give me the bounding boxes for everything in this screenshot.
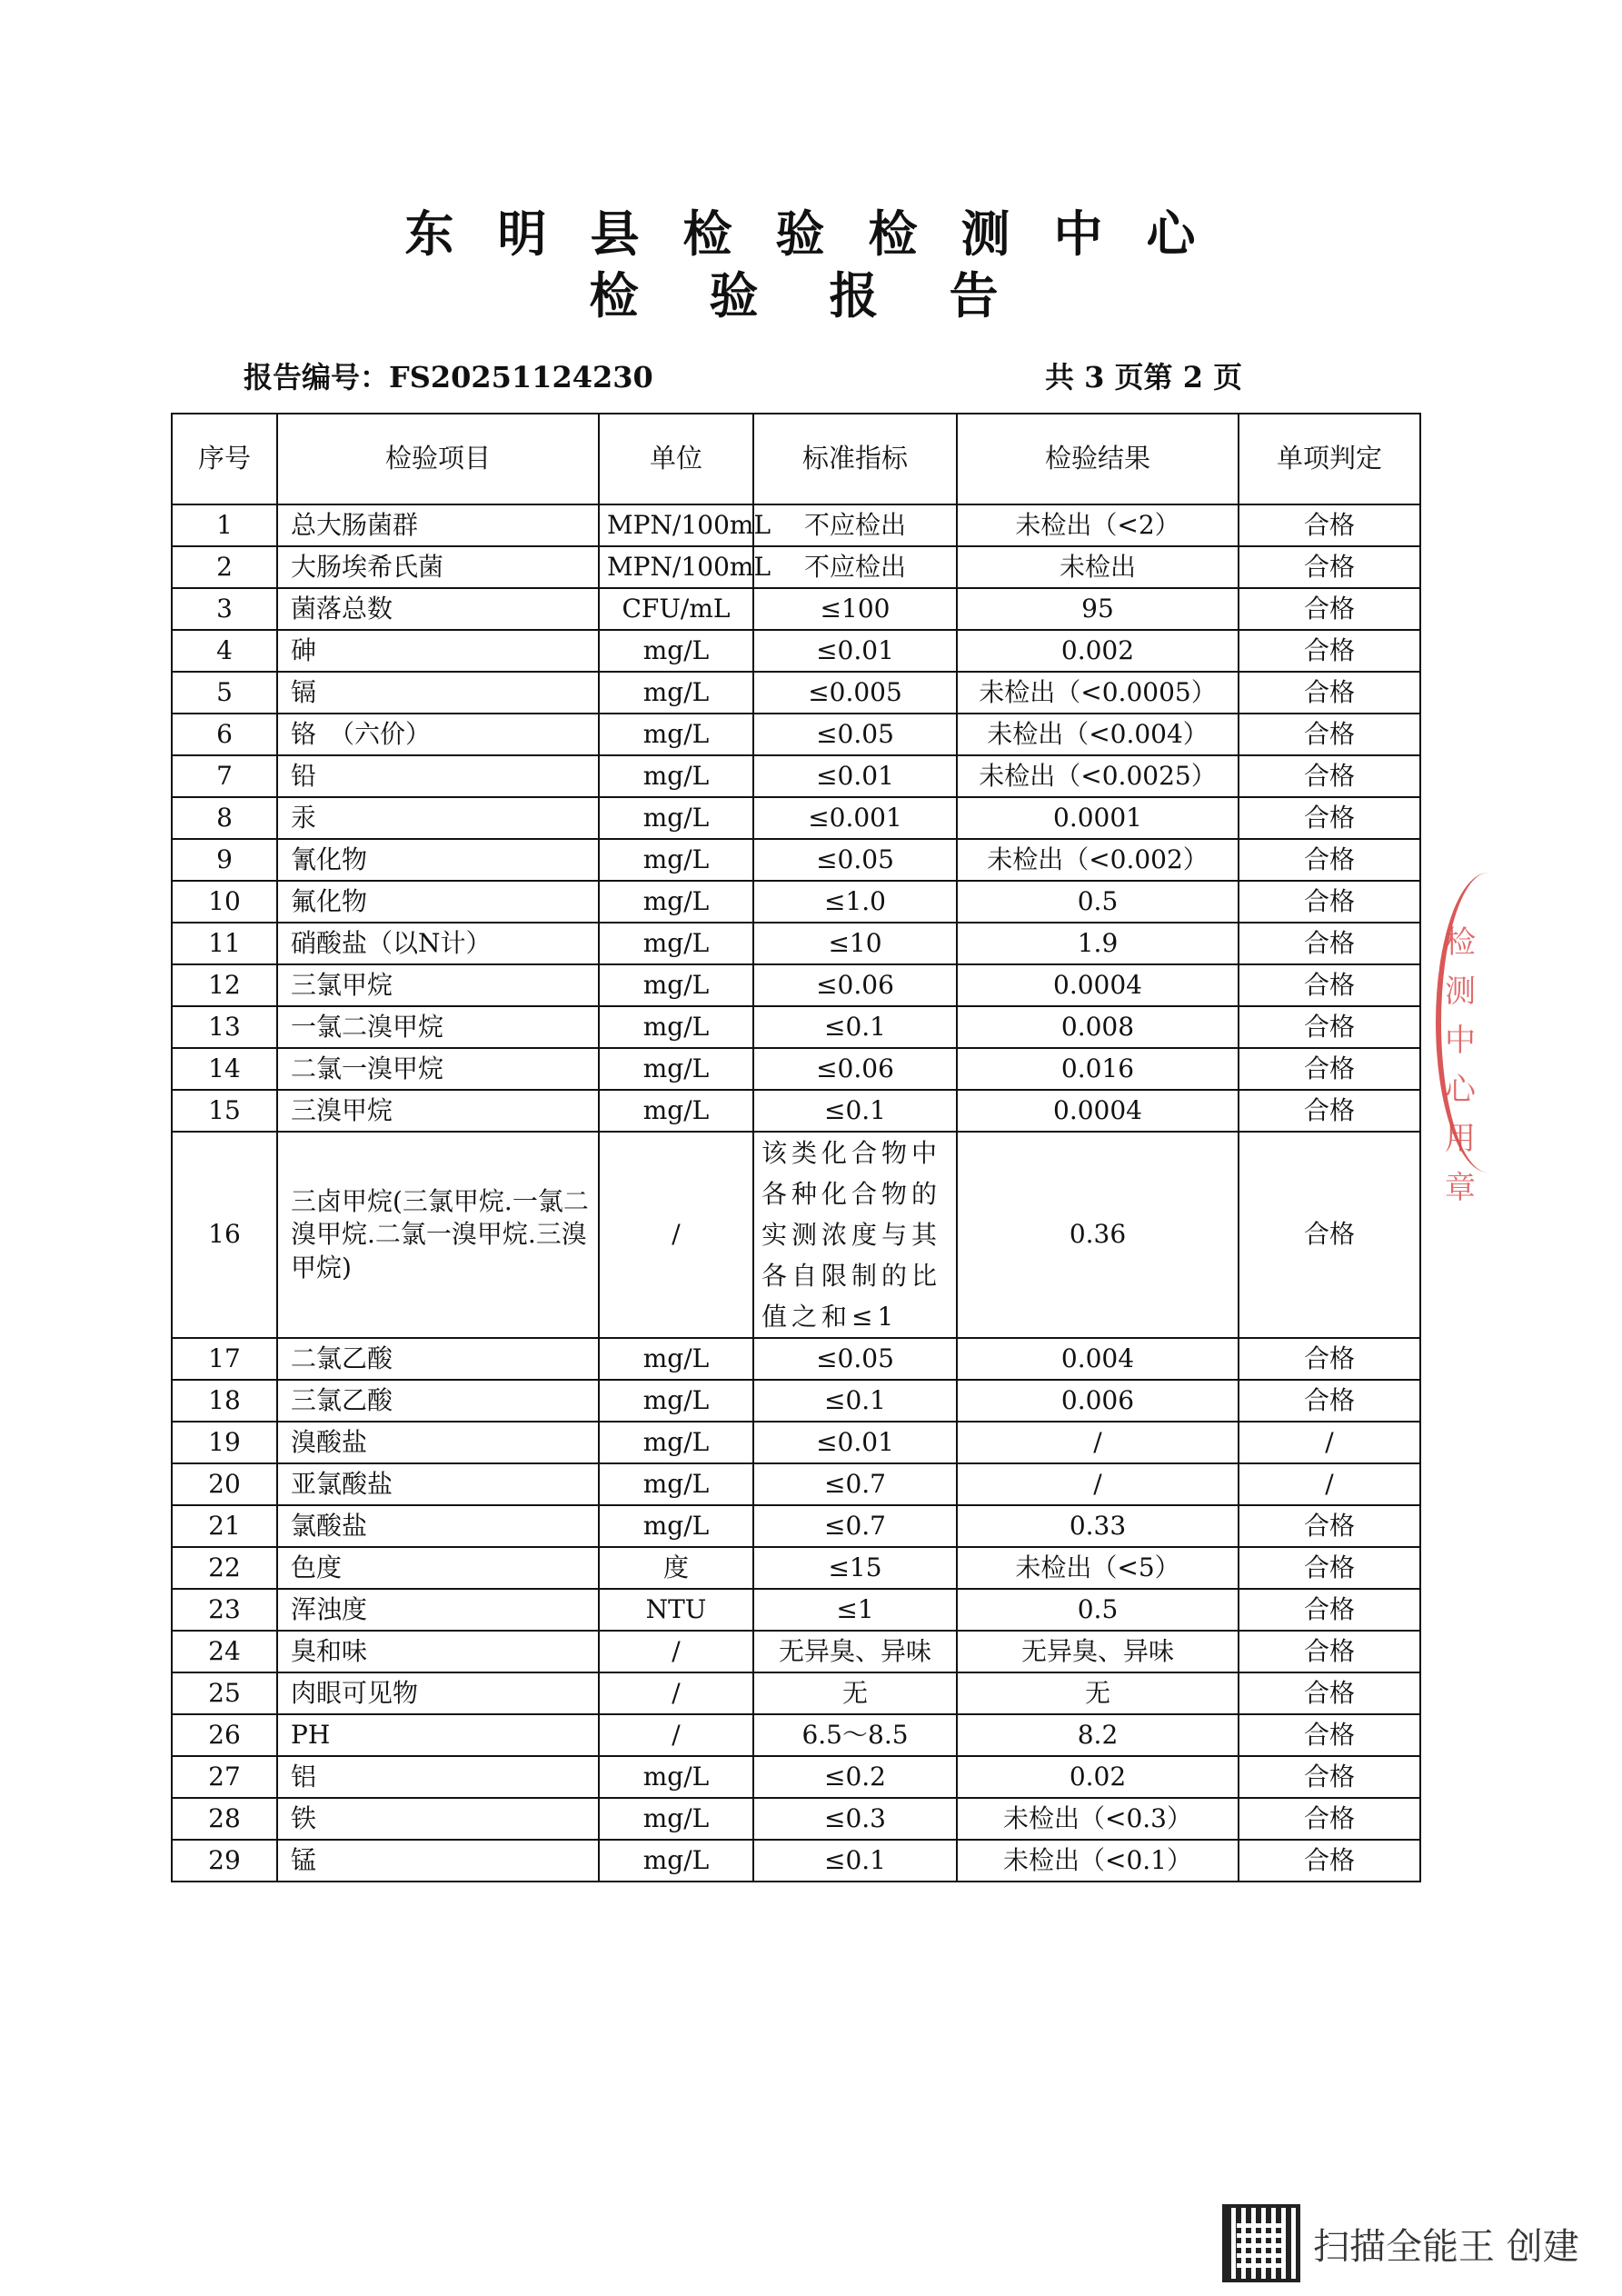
test-result: 0.002 [957, 630, 1239, 672]
table-row [172, 1338, 1420, 1380]
row-number: 16 [172, 1132, 277, 1338]
table-row [172, 672, 1420, 714]
unit: mg/L [599, 672, 753, 714]
unit: mg/L [599, 1380, 753, 1422]
unit: NTU [599, 1589, 753, 1631]
standard-limit: 不应检出 [753, 504, 957, 546]
table-row [172, 1714, 1420, 1756]
verdict: 合格 [1239, 1756, 1420, 1798]
page-info: 共 3 页第 2 页 [1045, 360, 1243, 394]
test-result: 未检出（<0.002） [957, 839, 1239, 881]
standard-limit: ≤0.06 [753, 964, 957, 1006]
table-row [172, 1798, 1420, 1840]
verdict: 合格 [1239, 797, 1420, 839]
table-header-row [172, 414, 1420, 504]
unit: / [599, 1631, 753, 1672]
row-number: 5 [172, 672, 277, 714]
scanner-watermark [1222, 2204, 1579, 2282]
standard-limit: 无异臭、异味 [753, 1631, 957, 1672]
verdict: 合格 [1239, 964, 1420, 1006]
test-result: / [957, 1463, 1239, 1505]
table-row [172, 881, 1420, 923]
table-row [172, 1006, 1420, 1048]
standard-limit: ≤0.1 [753, 1840, 957, 1882]
standard-limit: ≤0.05 [753, 839, 957, 881]
verdict: 合格 [1239, 714, 1420, 755]
test-result: 0.006 [957, 1380, 1239, 1422]
unit: mg/L [599, 755, 753, 797]
verdict: 合格 [1239, 755, 1420, 797]
test-item: PH [277, 1714, 599, 1756]
verdict: 合格 [1239, 1714, 1420, 1756]
row-number: 7 [172, 755, 277, 797]
column-header-result: 检验结果 [957, 414, 1239, 504]
test-item: 总大肠菌群 [277, 504, 599, 546]
table-row [172, 923, 1420, 964]
inspection-table [171, 413, 1421, 1882]
row-number: 24 [172, 1631, 277, 1672]
standard-limit: ≤10 [753, 923, 957, 964]
table-row [172, 839, 1420, 881]
test-result: 无异臭、异味 [957, 1631, 1239, 1672]
unit: mg/L [599, 1422, 753, 1463]
table-row [172, 1505, 1420, 1547]
row-number: 26 [172, 1714, 277, 1756]
test-item: 大肠埃希氏菌 [277, 546, 599, 588]
test-item: 铁 [277, 1798, 599, 1840]
table-row [172, 1422, 1420, 1463]
test-result: 未检出 [957, 546, 1239, 588]
table-row [172, 630, 1420, 672]
verdict: 合格 [1239, 1798, 1420, 1840]
row-number: 22 [172, 1547, 277, 1589]
standard-limit: ≤0.01 [753, 1422, 957, 1463]
standard-limit: ≤0.3 [753, 1798, 957, 1840]
row-number: 17 [172, 1338, 277, 1380]
verdict: 合格 [1239, 839, 1420, 881]
standard-limit: ≤0.01 [753, 630, 957, 672]
table-row [172, 588, 1420, 630]
row-number: 12 [172, 964, 277, 1006]
qr-code-icon [1222, 2204, 1300, 2282]
row-number: 25 [172, 1672, 277, 1714]
standard-limit: ≤15 [753, 1547, 957, 1589]
report-number-value: FS20251124230 [389, 360, 653, 394]
standard-limit: ≤0.1 [753, 1380, 957, 1422]
column-header-unit: 单位 [599, 414, 753, 504]
report-title-organization: 东明县检验检测中心 [404, 205, 1239, 263]
test-result: / [957, 1422, 1239, 1463]
standard-limit: ≤0.01 [753, 755, 957, 797]
column-header-no: 序号 [172, 414, 277, 504]
test-item: 铬 （六价） [277, 714, 599, 755]
table-row [172, 1547, 1420, 1589]
test-result: 未检出（<0.004） [957, 714, 1239, 755]
test-result: 未检出（<5） [957, 1547, 1239, 1589]
verdict: 合格 [1239, 1631, 1420, 1672]
test-result: 未检出（<0.1） [957, 1840, 1239, 1882]
test-item: 汞 [277, 797, 599, 839]
test-item: 硝酸盐（以N计） [277, 923, 599, 964]
test-item: 铝 [277, 1756, 599, 1798]
row-number: 8 [172, 797, 277, 839]
column-header-standard: 标准指标 [753, 414, 957, 504]
row-number: 15 [172, 1090, 277, 1132]
verdict: 合格 [1239, 881, 1420, 923]
row-number: 10 [172, 881, 277, 923]
test-item: 三氯乙酸 [277, 1380, 599, 1422]
unit: mg/L [599, 1840, 753, 1882]
column-header-verdict: 单项判定 [1239, 414, 1420, 504]
verdict: 合格 [1239, 1547, 1420, 1589]
test-result: 0.0004 [957, 1090, 1239, 1132]
standard-limit [753, 1132, 957, 1338]
row-number: 27 [172, 1756, 277, 1798]
table-row [172, 1631, 1420, 1672]
verdict: 合格 [1239, 588, 1420, 630]
table-row [172, 1380, 1420, 1422]
test-item: 二氯一溴甲烷 [277, 1048, 599, 1090]
unit: mg/L [599, 714, 753, 755]
test-result: 0.36 [957, 1132, 1239, 1338]
standard-limit: 不应检出 [753, 546, 957, 588]
table-row [172, 1463, 1420, 1505]
table-row [172, 797, 1420, 839]
test-result: 0.0001 [957, 797, 1239, 839]
standard-limit: ≤1 [753, 1589, 957, 1631]
test-item: 亚氯酸盐 [277, 1463, 599, 1505]
test-result: 0.004 [957, 1338, 1239, 1380]
verdict: 合格 [1239, 630, 1420, 672]
verdict: 合格 [1239, 672, 1420, 714]
verdict: / [1239, 1463, 1420, 1505]
table-row [172, 1756, 1420, 1798]
unit: mg/L [599, 964, 753, 1006]
row-number: 28 [172, 1798, 277, 1840]
test-item: 臭和味 [277, 1631, 599, 1672]
standard-limit: ≤0.05 [753, 714, 957, 755]
unit: mg/L [599, 797, 753, 839]
table-row [172, 1840, 1420, 1882]
test-result: 8.2 [957, 1714, 1239, 1756]
table-row [172, 714, 1420, 755]
standard-limit-text: 该类化合物中各种化合物的实测浓度与其各自限制的比值之和≤1 [761, 1138, 942, 1332]
row-number: 4 [172, 630, 277, 672]
row-number: 11 [172, 923, 277, 964]
test-result: 0.5 [957, 881, 1239, 923]
verdict: 合格 [1239, 1338, 1420, 1380]
table-row [172, 1672, 1420, 1714]
test-result: 未检出（<0.0025） [957, 755, 1239, 797]
test-item: 浑浊度 [277, 1589, 599, 1631]
table-row [172, 1589, 1420, 1631]
test-result: 无 [957, 1672, 1239, 1714]
unit: mg/L [599, 1756, 753, 1798]
report-number-label: 报告编号： [244, 360, 390, 394]
test-item: 肉眼可见物 [277, 1672, 599, 1714]
row-number: 18 [172, 1380, 277, 1422]
verdict: 合格 [1239, 1840, 1420, 1882]
verdict: 合格 [1239, 504, 1420, 546]
standard-limit: ≤0.05 [753, 1338, 957, 1380]
unit: MPN/100mL [599, 546, 753, 588]
unit: mg/L [599, 923, 753, 964]
test-result: 0.0004 [957, 964, 1239, 1006]
test-result: 95 [957, 588, 1239, 630]
row-number: 19 [172, 1422, 277, 1463]
test-item: 二氯乙酸 [277, 1338, 599, 1380]
verdict: / [1239, 1422, 1420, 1463]
unit: mg/L [599, 1798, 753, 1840]
verdict: 合格 [1239, 1589, 1420, 1631]
test-item: 三氯甲烷 [277, 964, 599, 1006]
unit: mg/L [599, 839, 753, 881]
table-row [172, 1090, 1420, 1132]
verdict: 合格 [1239, 1132, 1420, 1338]
test-result: 0.016 [957, 1048, 1239, 1090]
standard-limit: ≤0.06 [753, 1048, 957, 1090]
test-item: 一氯二溴甲烷 [277, 1006, 599, 1048]
unit: mg/L [599, 1505, 753, 1547]
standard-limit: ≤0.7 [753, 1505, 957, 1547]
official-seal-text: 检测中心用章 [1445, 924, 1476, 1206]
verdict: 合格 [1239, 1505, 1420, 1547]
unit: / [599, 1672, 753, 1714]
unit: mg/L [599, 1338, 753, 1380]
test-result: 0.5 [957, 1589, 1239, 1631]
test-item: 三溴甲烷 [277, 1090, 599, 1132]
row-number: 9 [172, 839, 277, 881]
test-result: 1.9 [957, 923, 1239, 964]
report-title-type: 检验报告 [589, 266, 1070, 324]
test-item: 氯酸盐 [277, 1505, 599, 1547]
test-result: 未检出（<0.0005） [957, 672, 1239, 714]
unit: mg/L [599, 1463, 753, 1505]
test-item: 锰 [277, 1840, 599, 1882]
standard-limit: ≤0.001 [753, 797, 957, 839]
test-item: 砷 [277, 630, 599, 672]
scanner-watermark-text: 扫描全能王 创建 [1313, 2225, 1579, 2268]
table-row [172, 964, 1420, 1006]
unit: mg/L [599, 630, 753, 672]
standard-limit: ≤0.2 [753, 1756, 957, 1798]
unit: CFU/mL [599, 588, 753, 630]
standard-limit: ≤0.1 [753, 1006, 957, 1048]
verdict: 合格 [1239, 1048, 1420, 1090]
unit: mg/L [599, 1090, 753, 1132]
standard-limit: ≤0.005 [753, 672, 957, 714]
table-row [172, 546, 1420, 588]
row-number: 13 [172, 1006, 277, 1048]
standard-limit: ≤0.7 [753, 1463, 957, 1505]
test-result: 未检出（<2） [957, 504, 1239, 546]
row-number: 3 [172, 588, 277, 630]
test-result: 0.33 [957, 1505, 1239, 1547]
verdict: 合格 [1239, 546, 1420, 588]
standard-limit: ≤0.1 [753, 1090, 957, 1132]
verdict: 合格 [1239, 1380, 1420, 1422]
column-header-item: 检验项目 [277, 414, 599, 504]
test-result: 0.02 [957, 1756, 1239, 1798]
test-item: 三卤甲烷(三氯甲烷.一氯二溴甲烷.二氯一溴甲烷.三溴甲烷) [277, 1132, 599, 1338]
verdict: 合格 [1239, 1090, 1420, 1132]
table-row [172, 755, 1420, 797]
unit: MPN/100mL [599, 504, 753, 546]
table-row [172, 1132, 1420, 1338]
test-item: 氰化物 [277, 839, 599, 881]
standard-limit: ≤1.0 [753, 881, 957, 923]
table-body [172, 504, 1420, 1882]
test-item: 溴酸盐 [277, 1422, 599, 1463]
row-number: 6 [172, 714, 277, 755]
verdict: 合格 [1239, 923, 1420, 964]
verdict: 合格 [1239, 1006, 1420, 1048]
unit: 度 [599, 1547, 753, 1589]
test-item: 菌落总数 [277, 588, 599, 630]
standard-limit: 无 [753, 1672, 957, 1714]
table-row [172, 1048, 1420, 1090]
row-number: 1 [172, 504, 277, 546]
test-item: 色度 [277, 1547, 599, 1589]
table-row [172, 504, 1420, 546]
test-result: 未检出（<0.3） [957, 1798, 1239, 1840]
test-result: 0.008 [957, 1006, 1239, 1048]
unit: / [599, 1714, 753, 1756]
test-item: 铅 [277, 755, 599, 797]
report-number [244, 354, 653, 396]
test-item: 镉 [277, 672, 599, 714]
row-number: 14 [172, 1048, 277, 1090]
unit: / [599, 1132, 753, 1338]
unit: mg/L [599, 1048, 753, 1090]
row-number: 20 [172, 1463, 277, 1505]
unit: mg/L [599, 881, 753, 923]
row-number: 2 [172, 546, 277, 588]
standard-limit: 6.5～8.5 [753, 1714, 957, 1756]
unit: mg/L [599, 1006, 753, 1048]
verdict: 合格 [1239, 1672, 1420, 1714]
test-item: 氟化物 [277, 881, 599, 923]
row-number: 29 [172, 1840, 277, 1882]
row-number: 23 [172, 1589, 277, 1631]
standard-limit: ≤100 [753, 588, 957, 630]
row-number: 21 [172, 1505, 277, 1547]
